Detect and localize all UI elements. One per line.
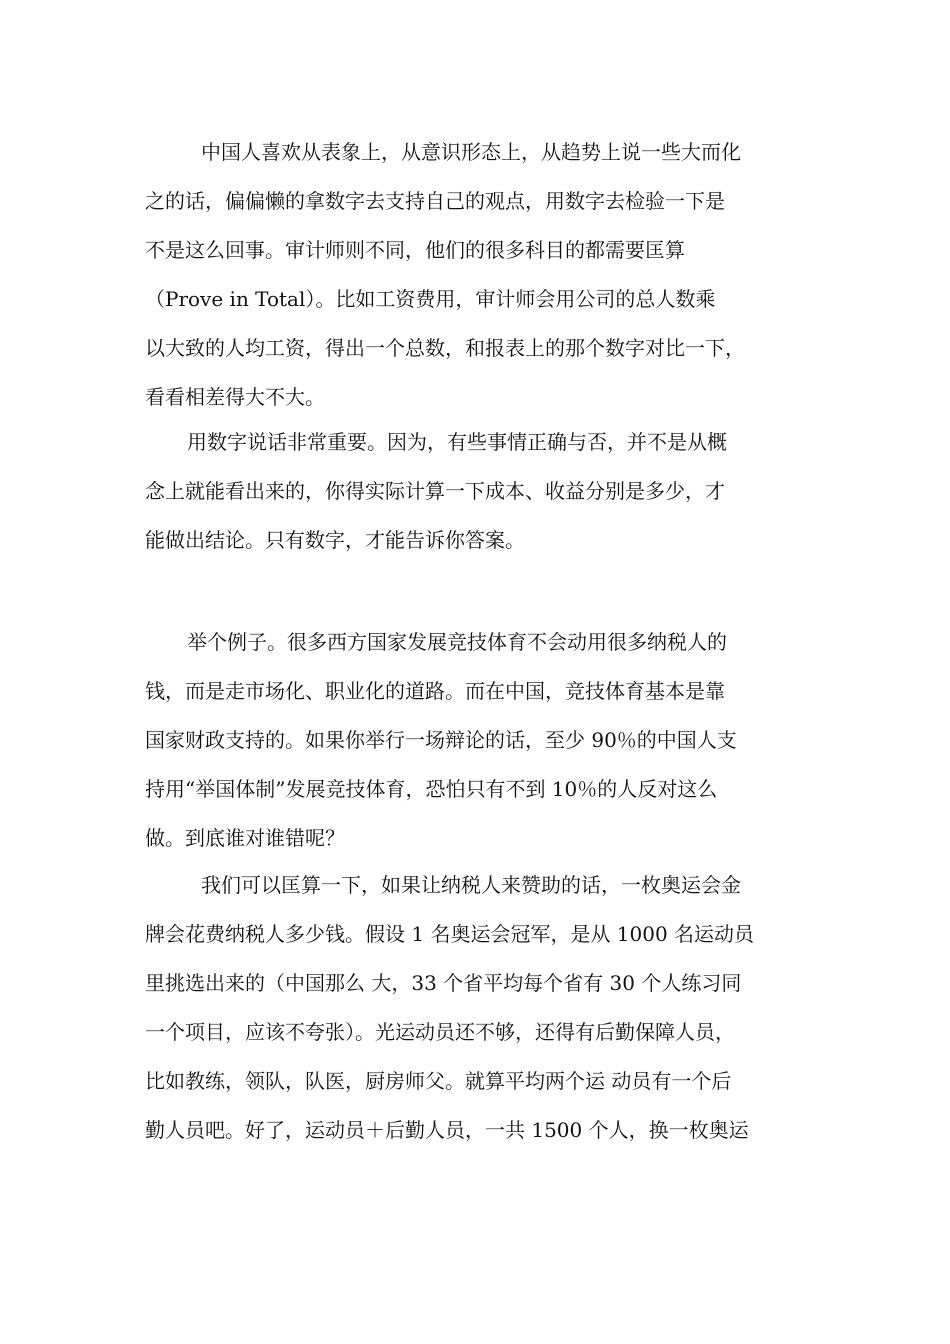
paragraph-line: 中国人喜欢从表象上，从意识形态上，从趋势上说一些大而化 <box>181 140 741 164</box>
paragraph-line: 国家财政支持的。如果你举行一场辩论的话，至少 90％的中国人支 <box>145 728 737 752</box>
paragraph-line: 钱，而是走市场化、职业化的道路。而在中国，竞技体育基本是靠 <box>145 679 725 703</box>
paragraph-line: 比如教练，领队，队医，厨房师父。就算平均两个运 动员有一个后 <box>145 1069 732 1093</box>
paragraph-line: 我们可以匡算一下，如果让纳税人来赞助的话，一枚奥运会金 <box>181 873 741 897</box>
paragraph-line: 一个项目，应该不夸张）。光运动员还不够，还得有后勤保障人员， <box>145 1020 735 1044</box>
paragraph-line: 持用“举国体制”发展竞技体育，恐怕只有不到 10％的人反对这么 <box>145 777 718 801</box>
paragraph-line: 勤人员吧。好了，运动员＋后勤人员，一共 1500 个人，换一枚奥运 <box>145 1118 749 1142</box>
paragraph-line: 用数字说话非常重要。因为，有些事情正确与否，并不是从概 <box>187 430 727 454</box>
paragraph-line: 以大致的人均工资，得出一个总数，和报表上的那个数字对比一下， <box>145 336 745 360</box>
paragraph-line: 牌会花费纳税人多少钱。假设 1 名奥运会冠军，是从 1000 名运动员 <box>145 922 755 946</box>
paragraph-line: 念上就能看出来的，你得实际计算一下成本、收益分别是多少，才 <box>145 479 725 503</box>
paragraph-line: 能做出结论。只有数字，才能告诉你答案。 <box>145 528 525 552</box>
paragraph-line: 做。到底谁对谁错呢？ <box>145 826 345 850</box>
paragraph-line: 里挑选出来的（中国那么 大，33 个省平均每个省有 30 个人练习同 <box>145 971 742 995</box>
paragraph-line: （Prove in Total）。比如工资费用，审计师会用公司的总人数乘 <box>145 287 716 311</box>
paragraph-line: 不是这么回事。审计师则不同，他们的很多科目的都需要匡算 <box>145 238 685 262</box>
paragraph-line: 举个例子。很多西方国家发展竞技体育不会动用很多纳税人的 <box>187 630 727 654</box>
paragraph-line: 之的话，偏偏懒的拿数字去支持自己的观点，用数字去检验一下是 <box>145 189 725 213</box>
paragraph-line: 看看相差得大不大。 <box>145 385 325 409</box>
